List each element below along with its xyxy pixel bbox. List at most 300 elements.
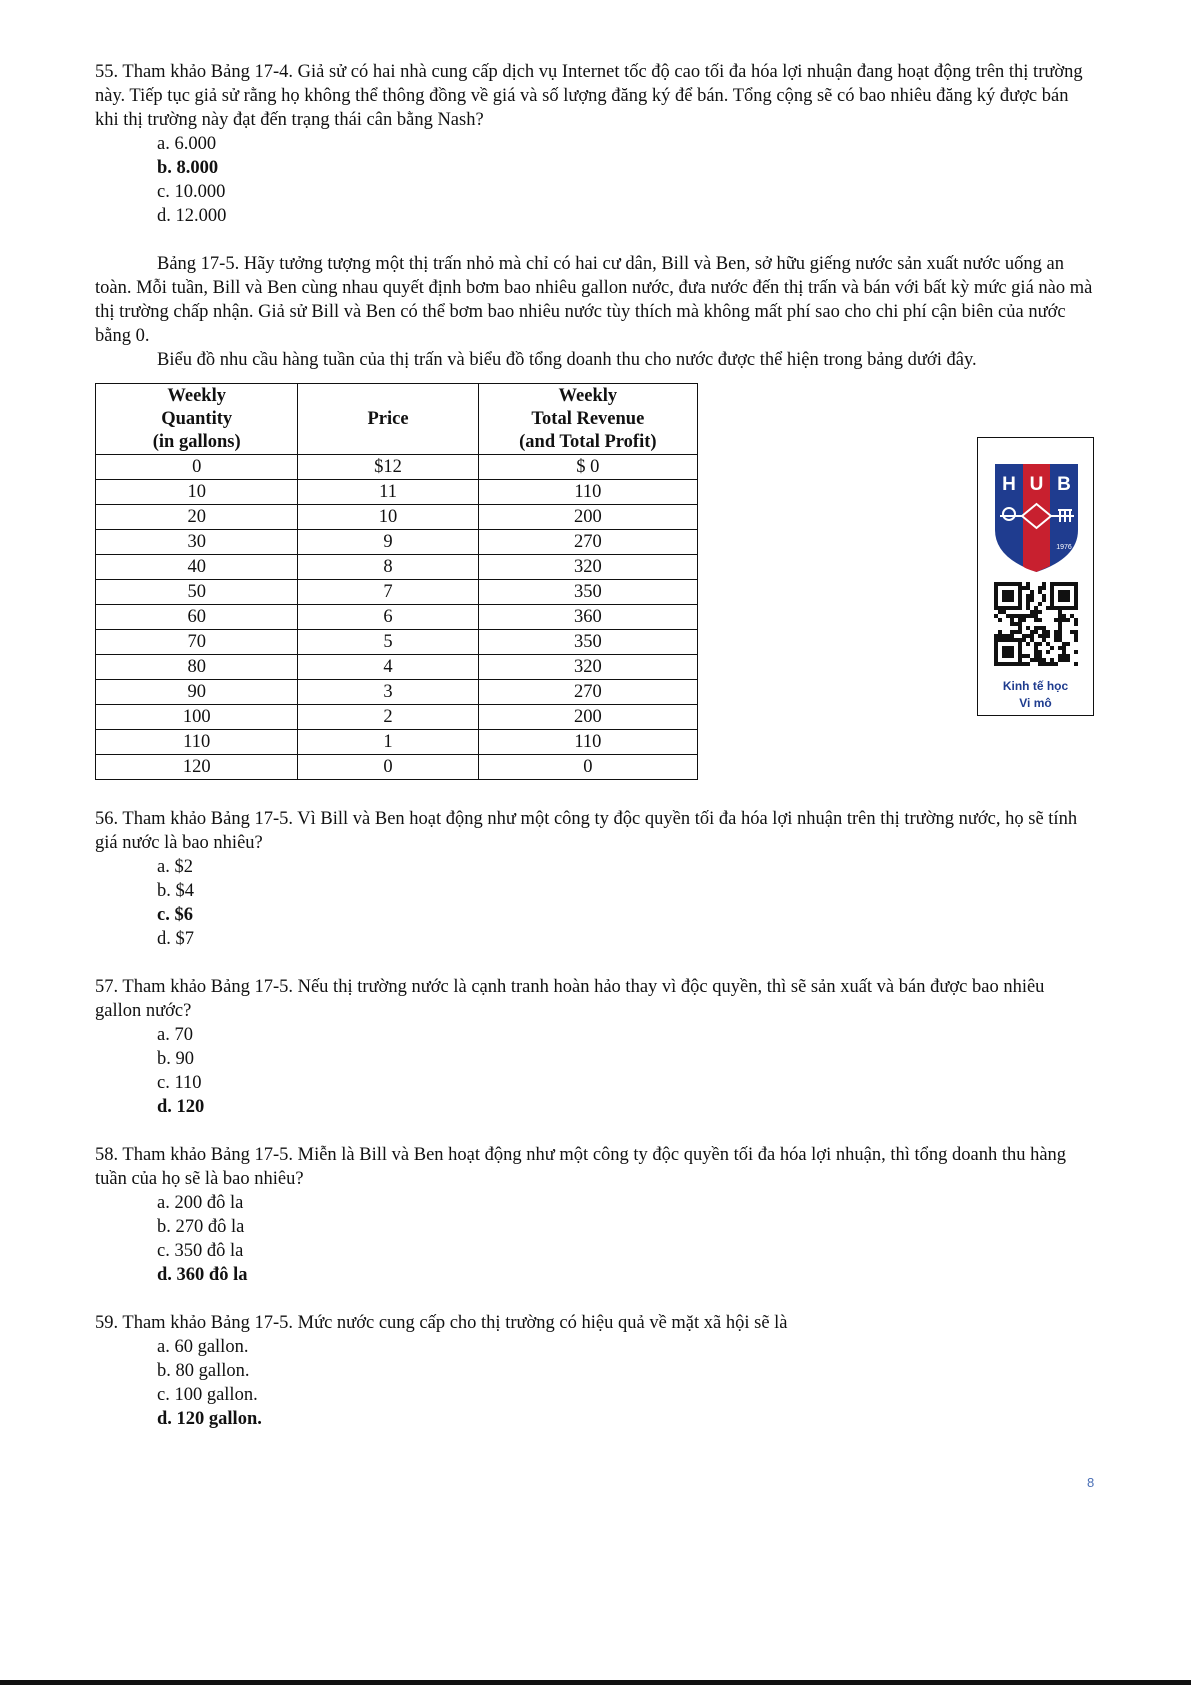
cell-quantity: 40: [96, 555, 298, 580]
qr-module: [1062, 606, 1066, 610]
qr-module: [998, 630, 1002, 634]
cell-revenue: 320: [478, 555, 697, 580]
qr-module: [1026, 634, 1030, 638]
qr-module: [1062, 594, 1066, 598]
qr-module: [1038, 586, 1042, 590]
qr-module: [1050, 658, 1054, 662]
answer-options: [157, 1335, 1095, 1431]
cell-quantity: 70: [96, 630, 298, 655]
qr-module: [1042, 594, 1046, 598]
cell-revenue: $ 0: [478, 455, 697, 480]
qr-module: [994, 654, 998, 658]
answer-options: [157, 1191, 1095, 1287]
qr-module: [994, 590, 998, 594]
qr-module: [1066, 658, 1070, 662]
qr-module: [1022, 634, 1026, 638]
qr-module: [1026, 602, 1030, 606]
qr-module: [1002, 638, 1006, 642]
qr-module: [1014, 662, 1018, 666]
qr-module: [998, 582, 1002, 586]
qr-module: [1034, 614, 1038, 618]
question-text: 56. Tham khảo Bảng 17-5. Vì Bill và Ben hoạt động như một công ty độc quyền tối đa hóa lợi nhuận trên thị trường nước, họ sẽ tính giá nước là bao nhiêu?: [95, 809, 1078, 853]
qr-module: [1006, 614, 1010, 618]
qr-module: [1058, 606, 1062, 610]
qr-module: [1026, 586, 1030, 590]
qr-module: [994, 582, 998, 586]
qr-module: [1018, 642, 1022, 646]
qr-module: [1014, 606, 1018, 610]
answer-option: d. 12.000: [157, 206, 227, 226]
answer-option: b. 90: [157, 1049, 194, 1069]
qr-module: [1054, 634, 1058, 638]
qr-module: [1026, 626, 1030, 630]
qr-module: [1034, 618, 1038, 622]
cell-quantity: 60: [96, 605, 298, 630]
qr-module: [1030, 634, 1034, 638]
qr-module: [1010, 630, 1014, 634]
qr-module: [1022, 618, 1026, 622]
question-59: [95, 1311, 1095, 1431]
header-line: (in gallons): [152, 431, 241, 452]
table-row: [96, 505, 698, 530]
qr-module: [1070, 582, 1074, 586]
qr-module: [1058, 634, 1062, 638]
qr-module: [1050, 582, 1054, 586]
qr-module: [1074, 618, 1078, 622]
qr-module: [1062, 582, 1066, 586]
cell-price: 3: [298, 680, 478, 705]
qr-module: [1058, 590, 1062, 594]
answer-option: c. 100 gallon.: [157, 1385, 258, 1405]
qr-module: [1054, 618, 1058, 622]
qr-module: [1022, 662, 1026, 666]
qr-module: [1058, 622, 1062, 626]
cell-revenue: 200: [478, 705, 697, 730]
cell-revenue: 350: [478, 580, 697, 605]
qr-module: [1038, 650, 1042, 654]
question-56: [95, 807, 1095, 951]
question-text: 55. Tham khảo Bảng 17-4. Giả sử có hai nhà cung cấp dịch vụ Internet tốc độ cao tối đa hóa lợi nhuận đang hoạt động trên thị trường này. Tiếp tục giả sử rằng họ không thể thông đồng về giá và số lượng đăng ký để bán. Tổng cộng sẽ có bao nhiêu đăng ký được bán khi thị trường này đạt đến trạng thái cân bằng Nash?: [95, 62, 1083, 130]
page-number: 8: [1087, 1475, 1095, 1490]
qr-module: [1054, 662, 1058, 666]
qr-module: [1018, 614, 1022, 618]
qr-module: [1050, 598, 1054, 602]
qr-module: [1018, 586, 1022, 590]
cell-quantity: 30: [96, 530, 298, 555]
qr-module: [1010, 662, 1014, 666]
demand-revenue-table: [95, 383, 698, 780]
qr-module: [1054, 638, 1058, 642]
header-price: Price: [298, 384, 478, 455]
qr-module: [1002, 654, 1006, 658]
answer-option-correct: d. 120 gallon.: [157, 1409, 262, 1429]
cell-price: $12: [298, 455, 478, 480]
qr-module: [1058, 654, 1062, 658]
answer-option: a. $2: [157, 857, 193, 877]
qr-module: [1018, 626, 1022, 630]
qr-module: [1066, 598, 1070, 602]
cell-revenue: 350: [478, 630, 697, 655]
qr-module: [1026, 598, 1030, 602]
answer-options: [157, 132, 1095, 228]
logo-letter-u: U: [1029, 474, 1044, 495]
qr-module: [1042, 658, 1046, 662]
qr-module: [994, 638, 998, 642]
qr-module: [1018, 638, 1022, 642]
qr-module: [1022, 614, 1026, 618]
qr-module: [1062, 654, 1066, 658]
qr-module: [1034, 658, 1038, 662]
qr-module: [1038, 590, 1042, 594]
qr-module: [994, 662, 998, 666]
cell-quantity: 50: [96, 580, 298, 605]
cell-revenue: 360: [478, 605, 697, 630]
cell-price: 8: [298, 555, 478, 580]
qr-module: [1042, 582, 1046, 586]
qr-module: [1050, 586, 1054, 590]
answer-option: a. 60 gallon.: [157, 1337, 249, 1357]
qr-module: [1038, 602, 1042, 606]
qr-module: [1006, 638, 1010, 642]
cell-quantity: 20: [96, 505, 298, 530]
answer-option-correct: d. 360 đô la: [157, 1265, 248, 1285]
qr-module: [1074, 582, 1078, 586]
qr-module: [1018, 630, 1022, 634]
table-row: [96, 530, 698, 555]
qr-module: [1018, 590, 1022, 594]
qr-module: [1034, 650, 1038, 654]
qr-module: [1034, 610, 1038, 614]
qr-module: [1050, 590, 1054, 594]
qr-module: [1058, 626, 1062, 630]
answer-option: b. 80 gallon.: [157, 1361, 250, 1381]
cell-price: 1: [298, 730, 478, 755]
badge-label-line1: Kinh tế học: [1002, 679, 1069, 693]
qr-module: [1074, 598, 1078, 602]
qr-module: [1070, 606, 1074, 610]
answer-option: a. 6.000: [157, 134, 217, 154]
qr-module: [1074, 602, 1078, 606]
qr-module: [1030, 630, 1034, 634]
qr-module: [1006, 598, 1010, 602]
qr-module: [1074, 638, 1078, 642]
qr-module: [1066, 642, 1070, 646]
qr-module: [1070, 630, 1074, 634]
qr-module: [1058, 614, 1062, 618]
qr-module: [1058, 610, 1062, 614]
qr-module: [1046, 634, 1050, 638]
hub-badge: [977, 437, 1094, 716]
qr-module: [1010, 618, 1014, 622]
table-row: [96, 630, 698, 655]
question-text: 57. Tham khảo Bảng 17-5. Nếu thị trường nước là cạnh tranh hoàn hảo thay vì độc quyền, thì sẽ sản xuất và bán được bao nhiêu gallon nước?: [95, 977, 1045, 1021]
question-55: [95, 60, 1095, 228]
qr-module: [1014, 622, 1018, 626]
cell-price: 0: [298, 755, 478, 780]
qr-module: [1006, 634, 1010, 638]
cell-revenue: 110: [478, 480, 697, 505]
answer-options: [157, 855, 1095, 951]
qr-module: [1030, 614, 1034, 618]
qr-module: [1006, 650, 1010, 654]
qr-module: [1010, 590, 1014, 594]
header-line: (and Total Profit): [519, 431, 657, 452]
qr-module: [994, 594, 998, 598]
qr-module: [1042, 626, 1046, 630]
qr-module: [1026, 654, 1030, 658]
qr-module: [1062, 618, 1066, 622]
qr-module: [1042, 586, 1046, 590]
qr-module: [1042, 630, 1046, 634]
qr-code: [994, 582, 1078, 666]
qr-module: [1014, 582, 1018, 586]
header-line: Weekly: [167, 385, 226, 406]
qr-module: [1034, 606, 1038, 610]
qr-module: [1062, 590, 1066, 594]
qr-module: [1018, 602, 1022, 606]
cell-quantity: 80: [96, 655, 298, 680]
qr-module: [1010, 650, 1014, 654]
cell-price: 5: [298, 630, 478, 655]
qr-module: [1026, 606, 1030, 610]
table-row: [96, 455, 698, 480]
logo-letter-h: H: [1002, 474, 1016, 495]
qr-module: [998, 638, 1002, 642]
qr-module: [1038, 658, 1042, 662]
question-text: 59. Tham khảo Bảng 17-5. Mức nước cung cấp cho thị trường có hiệu quả về mặt xã hội sẽ là: [95, 1313, 788, 1333]
badge-label-line2: Vi mô: [1019, 696, 1052, 710]
qr-module: [1058, 630, 1062, 634]
qr-module: [994, 602, 998, 606]
qr-module: [1022, 654, 1026, 658]
qr-module: [1062, 614, 1066, 618]
cell-revenue: 270: [478, 680, 697, 705]
cell-revenue: 270: [478, 530, 697, 555]
cell-price: 10: [298, 505, 478, 530]
qr-module: [1074, 630, 1078, 634]
qr-module: [1006, 606, 1010, 610]
qr-module: [1010, 634, 1014, 638]
logo-letter-b: B: [1057, 474, 1071, 495]
qr-module: [1006, 646, 1010, 650]
cell-quantity: 90: [96, 680, 298, 705]
qr-module: [1034, 630, 1038, 634]
qr-module: [994, 642, 998, 646]
qr-module: [1058, 646, 1062, 650]
qr-module: [1010, 622, 1014, 626]
qr-module: [1058, 638, 1062, 642]
qr-module: [1014, 638, 1018, 642]
qr-module: [1010, 654, 1014, 658]
qr-module: [1018, 606, 1022, 610]
qr-module: [1066, 606, 1070, 610]
qr-module: [1046, 662, 1050, 666]
qr-module: [1066, 654, 1070, 658]
table-row: [96, 755, 698, 780]
qr-module: [1046, 630, 1050, 634]
qr-module: [1074, 662, 1078, 666]
table-intro: [95, 252, 1095, 372]
qr-module: [1034, 642, 1038, 646]
table-row: [96, 480, 698, 505]
qr-module: [994, 634, 998, 638]
page-bottom-border: [0, 1680, 1191, 1685]
cell-quantity: 10: [96, 480, 298, 505]
qr-module: [1014, 630, 1018, 634]
qr-module: [1050, 662, 1054, 666]
qr-module: [1034, 654, 1038, 658]
qr-module: [994, 586, 998, 590]
cell-price: 7: [298, 580, 478, 605]
qr-module: [1002, 590, 1006, 594]
qr-module: [1006, 594, 1010, 598]
cell-price: 2: [298, 705, 478, 730]
qr-module: [1038, 662, 1042, 666]
qr-module: [1058, 618, 1062, 622]
qr-module: [1050, 594, 1054, 598]
cell-price: 6: [298, 605, 478, 630]
qr-module: [994, 650, 998, 654]
qr-module: [1022, 638, 1026, 642]
qr-module: [1030, 594, 1034, 598]
qr-module: [1050, 646, 1054, 650]
qr-module: [1018, 646, 1022, 650]
qr-module: [1030, 598, 1034, 602]
cell-revenue: 200: [478, 505, 697, 530]
qr-module: [1030, 638, 1034, 642]
table-row: [96, 580, 698, 605]
qr-module: [1046, 606, 1050, 610]
answer-option: c. 110: [157, 1073, 202, 1093]
qr-module: [1042, 634, 1046, 638]
answer-option: b. 270 đô la: [157, 1217, 245, 1237]
qr-module: [1074, 634, 1078, 638]
qr-module: [1002, 610, 1006, 614]
question-text: 58. Tham khảo Bảng 17-5. Miễn là Bill và Ben hoạt động như một công ty độc quyền tối đa hóa lợi nhuận, thì tổng doanh thu hàng tuần của họ sẽ là bao nhiêu?: [95, 1145, 1067, 1189]
qr-module: [1058, 594, 1062, 598]
qr-module: [1042, 662, 1046, 666]
qr-module: [1026, 594, 1030, 598]
intro-paragraph: Bảng 17-5. Hãy tưởng tượng một thị trấn nhỏ mà chỉ có hai cư dân, Bill và Ben, sở hữu giếng nước sản xuất nước uống an toàn. Mỗi tuần, Bill và Ben cùng nhau quyết định bơm bao nhiêu gallon nước, đưa nước đến thị trấn và bán với bất kỳ mức giá nào mà thị trường chấp nhận. Giả sử Bill và Ben có thể bơm bao nhiêu nước tùy thích mà không mất phí sao cho chi phí cận biên của nước bằng 0.: [95, 254, 1093, 346]
qr-module: [1010, 614, 1014, 618]
qr-module: [1006, 582, 1010, 586]
qr-module: [1002, 662, 1006, 666]
answer-option: b. $4: [157, 881, 194, 901]
qr-module: [1006, 590, 1010, 594]
qr-module: [1042, 598, 1046, 602]
qr-module: [1018, 650, 1022, 654]
qr-module: [1062, 598, 1066, 602]
qr-module: [1074, 590, 1078, 594]
table-header-row: [96, 384, 698, 455]
qr-module: [1038, 634, 1042, 638]
qr-module: [1050, 602, 1054, 606]
qr-module: [1058, 582, 1062, 586]
qr-module: [1002, 598, 1006, 602]
qr-module: [1038, 654, 1042, 658]
cell-price: 4: [298, 655, 478, 680]
header-line: Total Revenue: [531, 408, 645, 429]
logo-year: 1976: [1056, 544, 1072, 551]
qr-module: [1046, 642, 1050, 646]
qr-module: [1018, 654, 1022, 658]
qr-module: [1074, 622, 1078, 626]
qr-module: [1002, 582, 1006, 586]
qr-module: [1026, 614, 1030, 618]
qr-module: [1074, 650, 1078, 654]
table-row: [96, 655, 698, 680]
qr-module: [1022, 586, 1026, 590]
qr-module: [1002, 650, 1006, 654]
qr-module: [1010, 646, 1014, 650]
qr-module: [1030, 658, 1034, 662]
answer-option: c. 350 đô la: [157, 1241, 244, 1261]
answer-option-correct: b. 8.000: [157, 158, 219, 178]
qr-module: [998, 610, 1002, 614]
table-row: [96, 605, 698, 630]
qr-module: [1066, 594, 1070, 598]
qr-module: [1074, 606, 1078, 610]
qr-module: [1018, 658, 1022, 662]
cell-quantity: 100: [96, 705, 298, 730]
qr-module: [998, 662, 1002, 666]
qr-module: [1002, 606, 1006, 610]
header-line: Weekly: [558, 385, 618, 406]
qr-module: [1010, 606, 1014, 610]
qr-module: [1058, 658, 1062, 662]
cell-quantity: 110: [96, 730, 298, 755]
qr-module: [1014, 614, 1018, 618]
qr-module: [1002, 646, 1006, 650]
header-quantity: [96, 384, 298, 455]
table-row: [96, 680, 698, 705]
qr-module: [1054, 582, 1058, 586]
qr-module: [998, 606, 1002, 610]
table-row: [96, 730, 698, 755]
cell-revenue: 110: [478, 730, 697, 755]
cell-quantity: 0: [96, 455, 298, 480]
qr-module: [1058, 598, 1062, 602]
answer-option: a. 70: [157, 1025, 193, 1045]
qr-module: [1010, 594, 1014, 598]
qr-module: [994, 614, 998, 618]
table-17-5-wrapper: [95, 383, 1095, 783]
cell-revenue: 0: [478, 755, 697, 780]
qr-module: [1030, 610, 1034, 614]
header-revenue: [478, 384, 697, 455]
answer-option: d. $7: [157, 929, 194, 949]
qr-module: [1026, 642, 1030, 646]
qr-module: [1018, 594, 1022, 598]
qr-module: [994, 646, 998, 650]
qr-module: [1062, 646, 1066, 650]
qr-module: [1026, 582, 1030, 586]
header-line: Quantity: [161, 408, 233, 429]
qr-module: [1046, 650, 1050, 654]
qr-module: [1018, 618, 1022, 622]
qr-module: [994, 606, 998, 610]
cell-quantity: 120: [96, 755, 298, 780]
table-row: [96, 705, 698, 730]
cell-price: 11: [298, 480, 478, 505]
table-row: [96, 555, 698, 580]
qr-module: [1018, 582, 1022, 586]
qr-module: [1062, 658, 1066, 662]
cell-price: 9: [298, 530, 478, 555]
qr-module: [1062, 650, 1066, 654]
table-body: [96, 455, 698, 780]
qr-module: [1010, 598, 1014, 602]
